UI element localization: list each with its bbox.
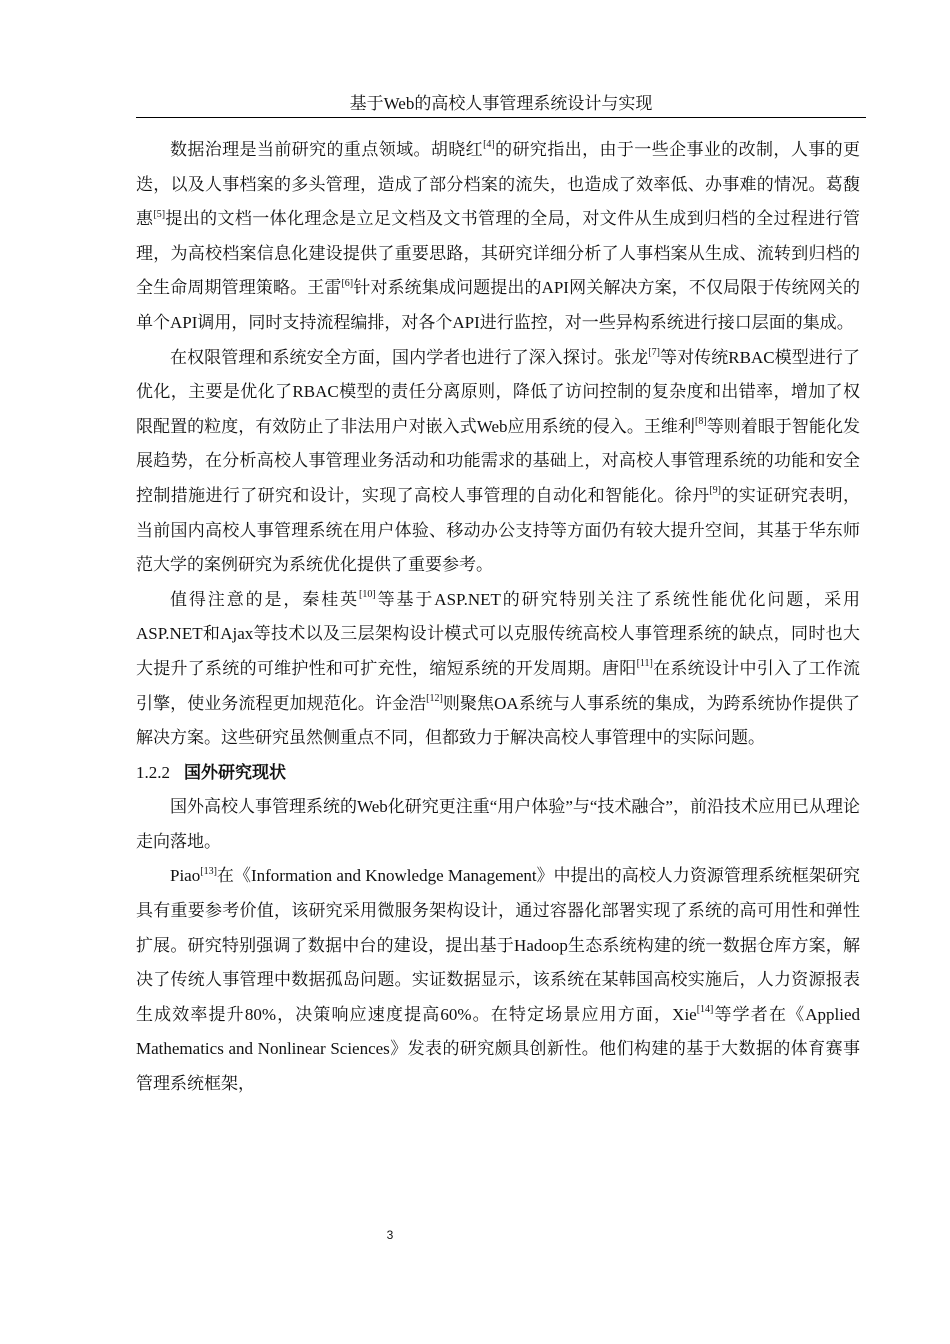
running-header: 基于Web的高校人事管理系统设计与实现 (136, 93, 866, 118)
section-number: 1.2.2 (136, 762, 170, 782)
section-title: 国外研究现状 (184, 762, 286, 782)
text-run: 等则着眼于智能化发展趋势，在分析高校人事管理业务活动和功能需求的基础上，对高校人事管理系统的功能和安全控制措施进行了研究和设计，实现了高校人事管理的自动化和智能化。徐丹 (136, 416, 861, 505)
text-run: 等学者在《Applied Mathematics and Nonlinear Sciences》发表的研究颇具创新性。他们构建的基于大数据的体育赛事管理系统框架， (136, 1004, 860, 1094)
text-run: 的实证研究表明，当前国内高校人事管理系统在用户体验、移动办公支持等方面仍有较大提升空间，其基于华东师范大学的案例研究为系统优化提供了重要参考。 (136, 485, 861, 575)
citation-marker: [14] (696, 1004, 714, 1016)
paragraph-performance (136, 583, 860, 756)
text-run: 提出的文档一体化理念是立足文档及文书管理的全局，对文件从生成到归档的全过程进行管理，为高校档案信息化建设提供了重要思路，其研究详细分析了人事档案从生成、流转到归档的全生命周期管理策略。王雷 (136, 209, 860, 298)
page-number: 3 (386, 1228, 394, 1242)
text-run: 的研究指出，由于一些企事业的改制，人事的更迭，以及人事档案的多头管理，造成了部分档案的流失，也造成了效率低、办事难的情况。葛馥惠 (136, 140, 861, 229)
text-run: 数据治理是当前研究的重点领域。胡晓红 (170, 140, 484, 159)
section-heading (136, 756, 860, 791)
citation-marker: [9] (709, 485, 722, 497)
paragraph-foreign-research (136, 859, 860, 1101)
text-run: 值得注意的是，秦桂英 (170, 589, 360, 609)
text-run: 国外高校人事管理系统的Web化研究更注重“用户体验”与“技术融合”，前沿技术应用已从理论走向落地。 (136, 797, 860, 851)
text-run: 等基于ASP.NET的研究特别关注了系统性能优化问题，采用ASP.NET和Ajax等技术以及三层架构设计模式可以克服传统高校人事管理系统的缺点，同时也大大提升了系统的可维护性和可扩充性，缩短系统的开发周期。唐阳 (136, 589, 860, 678)
citation-marker: [11] (636, 658, 653, 670)
citation-marker: [7] (648, 346, 660, 358)
paragraph-access-control (136, 341, 860, 583)
text-run: Piao (170, 866, 201, 886)
text-run: 在权限管理和系统安全方面，国内学者也进行了深入探讨。张龙 (170, 347, 649, 367)
citation-marker: [4] (483, 139, 495, 151)
citation-marker: [6] (341, 277, 354, 289)
text-run: 等对传统RBAC模型进行了优化，主要是优化了RBAC模型的责任分离原则，降低了访问控制的复杂度和出错率，增加了权限配置的粒度，有效防止了非法用户对嵌入式Web应用系统的侵入。王维利 (136, 347, 860, 436)
citation-marker: [12] (426, 692, 443, 704)
text-run: 则聚焦OA系统与人事系统的集成，为跨系统协作提供了解决方案。这些研究虽然侧重点不同，但都致力于解决高校人事管理中的实际问题。 (136, 693, 860, 748)
citation-marker: [10] (359, 589, 376, 601)
text-run: 针对系统集成问题提出的API网关解决方案，不仅局限于传统网关的单个API调用，同时支持流程编排，对各个API进行监控，对一些异构系统进行接口层面的集成。 (136, 278, 860, 332)
body-text (136, 133, 860, 1102)
citation-marker: [5] (153, 208, 166, 220)
text-run: 在系统设计中引入了工作流引擎，使业务流程更加规范化。许金浩 (136, 658, 861, 713)
paragraph-data-governance (136, 133, 860, 341)
text-run: 在《Information and Knowledge Management》中提出的高校人力资源管理系统框架研究具有重要参考价值，该研究采用微服务架构设计，通过容器化部署实现了系统的高可用性和弹性扩展。研究特别强调了数据中台的建设，提出基于Hadoop生态系统构建的统一数据仓库方案，解决了传统人事管理中数据孤岛问题。实证数据显示，该系统在某韩国高校实施后，人力资源报表生成效率提升80%，决策响应速度提高60%。在特定场景应用方面，Xie (136, 866, 860, 1024)
paragraph-foreign-intro (136, 790, 860, 859)
citation-marker: [13] (200, 865, 217, 877)
citation-marker: [8] (694, 416, 707, 428)
